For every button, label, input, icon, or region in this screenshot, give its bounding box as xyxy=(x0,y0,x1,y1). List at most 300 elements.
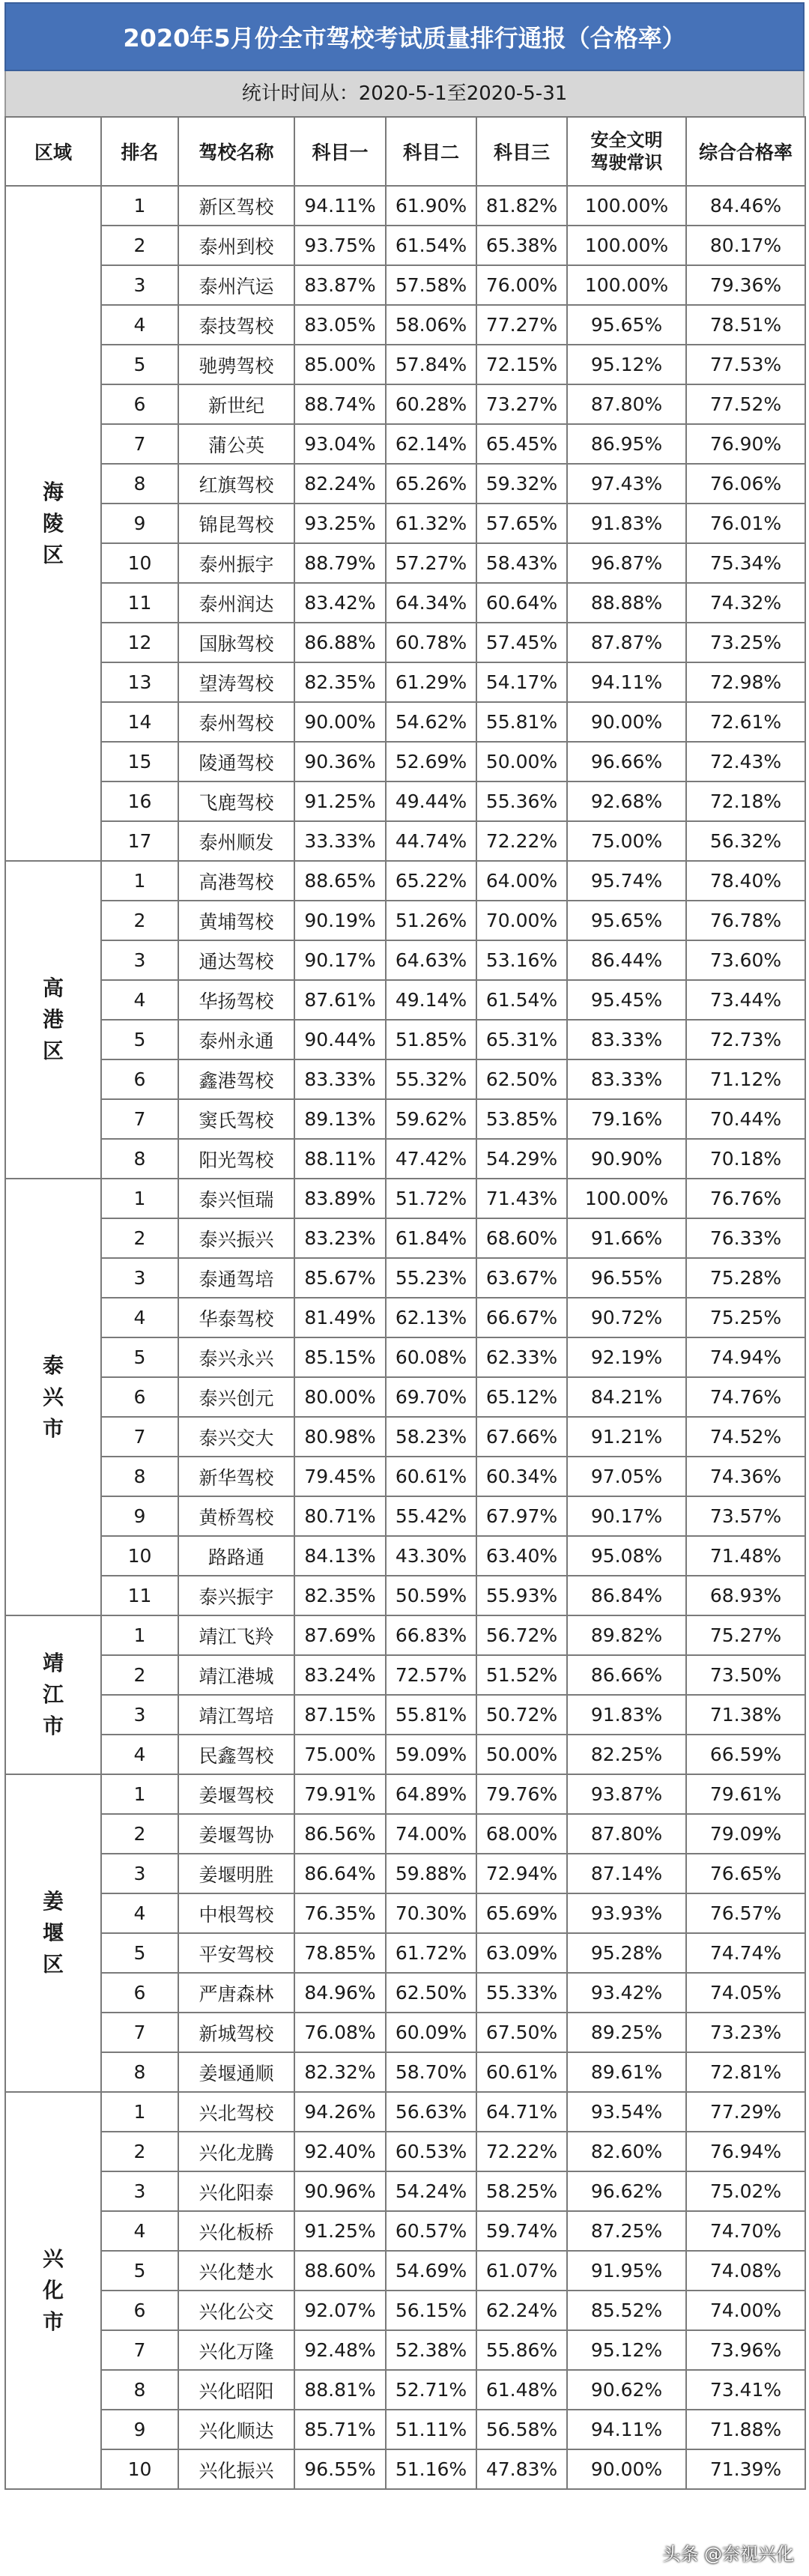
subject-one-cell: 78.85% xyxy=(294,1933,386,1973)
school-name-cell: 路路通 xyxy=(178,1536,294,1576)
safety-knowledge-cell: 95.28% xyxy=(567,1933,686,1973)
overall-rate-cell: 76.76% xyxy=(686,1179,805,1218)
school-name-cell: 兴化万隆 xyxy=(178,2330,294,2370)
subject-two-cell: 54.69% xyxy=(386,2251,476,2291)
table-row xyxy=(5,2211,805,2251)
subject-three-cell: 55.33% xyxy=(476,1973,567,2013)
safety-knowledge-cell: 90.17% xyxy=(567,1496,686,1536)
table-row xyxy=(5,1099,805,1139)
school-name-cell: 泰兴振兴 xyxy=(178,1218,294,1258)
table-row xyxy=(5,2291,805,2330)
rank-cell: 8 xyxy=(101,1139,178,1179)
rank-cell: 4 xyxy=(101,305,178,345)
safety-knowledge-cell: 95.45% xyxy=(567,980,686,1020)
overall-rate-cell: 73.96% xyxy=(686,2330,805,2370)
safety-knowledge-cell: 91.66% xyxy=(567,1218,686,1258)
subject-three-cell: 73.27% xyxy=(476,384,567,424)
subject-one-cell: 88.11% xyxy=(294,1139,386,1179)
overall-rate-cell: 79.61% xyxy=(686,1774,805,1814)
subject-one-cell: 94.11% xyxy=(294,186,386,226)
overall-rate-cell: 73.44% xyxy=(686,980,805,1020)
subject-one-cell: 86.88% xyxy=(294,623,386,662)
school-name-cell: 泰兴交大 xyxy=(178,1417,294,1457)
safety-knowledge-cell: 75.00% xyxy=(567,821,686,861)
subject-one-cell: 80.71% xyxy=(294,1496,386,1536)
overall-rate-cell: 79.09% xyxy=(686,1814,805,1854)
subject-two-cell: 65.22% xyxy=(386,861,476,901)
subject-three-cell: 59.32% xyxy=(476,464,567,504)
subject-one-cell: 90.17% xyxy=(294,940,386,980)
safety-knowledge-cell: 83.33% xyxy=(567,1020,686,1059)
rank-cell: 8 xyxy=(101,2052,178,2092)
subject-two-cell: 60.57% xyxy=(386,2211,476,2251)
subject-two-cell: 60.28% xyxy=(386,384,476,424)
subject-one-cell: 80.98% xyxy=(294,1417,386,1457)
rank-cell: 6 xyxy=(101,384,178,424)
overall-rate-cell: 78.51% xyxy=(686,305,805,345)
subject-two-cell: 61.54% xyxy=(386,226,476,265)
subject-one-cell: 92.07% xyxy=(294,2291,386,2330)
rank-cell: 1 xyxy=(101,1774,178,1814)
safety-knowledge-cell: 89.61% xyxy=(567,2052,686,2092)
subject-three-cell: 55.86% xyxy=(476,2330,567,2370)
subject-three-cell: 53.16% xyxy=(476,940,567,980)
safety-knowledge-cell: 93.42% xyxy=(567,1973,686,2013)
subject-one-cell: 83.89% xyxy=(294,1179,386,1218)
subject-two-cell: 55.81% xyxy=(386,1695,476,1735)
subject-three-cell: 61.48% xyxy=(476,2370,567,2410)
rank-cell: 3 xyxy=(101,265,178,305)
school-name-cell: 兴化振兴 xyxy=(178,2449,294,2489)
safety-knowledge-cell: 95.12% xyxy=(567,2330,686,2370)
overall-rate-cell: 73.23% xyxy=(686,2013,805,2052)
subject-two-cell: 51.85% xyxy=(386,1020,476,1059)
subject-three-cell: 50.72% xyxy=(476,1695,567,1735)
rank-cell: 4 xyxy=(101,1893,178,1933)
overall-rate-cell: 76.57% xyxy=(686,1893,805,1933)
table-row xyxy=(5,1457,805,1496)
school-name-cell: 泰技驾校 xyxy=(178,305,294,345)
overall-rate-cell: 72.73% xyxy=(686,1020,805,1059)
school-name-cell: 泰州润达 xyxy=(178,583,294,623)
school-name-cell: 黄埔驾校 xyxy=(178,901,294,940)
region-cell: 靖 江 市 xyxy=(5,1615,101,1774)
subject-one-cell: 90.19% xyxy=(294,901,386,940)
rank-cell: 5 xyxy=(101,345,178,384)
table-row xyxy=(5,2330,805,2370)
subject-three-cell: 72.22% xyxy=(476,821,567,861)
table-row xyxy=(5,2410,805,2449)
safety-knowledge-cell: 95.74% xyxy=(567,861,686,901)
table-row xyxy=(5,1814,805,1854)
subject-three-cell: 55.81% xyxy=(476,702,567,742)
subject-three-cell: 67.97% xyxy=(476,1496,567,1536)
table-row xyxy=(5,504,805,543)
subject-two-cell: 64.89% xyxy=(386,1774,476,1814)
table-row xyxy=(5,702,805,742)
subject-two-cell: 69.70% xyxy=(386,1377,476,1417)
subject-one-cell: 85.67% xyxy=(294,1258,386,1298)
table-row xyxy=(5,464,805,504)
overall-rate-cell: 74.32% xyxy=(686,583,805,623)
subject-one-cell: 87.61% xyxy=(294,980,386,1020)
subject-three-cell: 50.00% xyxy=(476,742,567,781)
subject-three-cell: 71.43% xyxy=(476,1179,567,1218)
table-row xyxy=(5,1218,805,1258)
subject-one-cell: 93.04% xyxy=(294,424,386,464)
subject-three-cell: 60.64% xyxy=(476,583,567,623)
subject-two-cell: 66.83% xyxy=(386,1615,476,1655)
subject-two-cell: 52.38% xyxy=(386,2330,476,2370)
subject-one-cell: 83.24% xyxy=(294,1655,386,1695)
safety-knowledge-cell: 89.25% xyxy=(567,2013,686,2052)
overall-rate-cell: 74.00% xyxy=(686,2291,805,2330)
subject-one-cell: 81.49% xyxy=(294,1298,386,1337)
rank-cell: 10 xyxy=(101,1536,178,1576)
safety-knowledge-cell: 86.44% xyxy=(567,940,686,980)
table-row xyxy=(5,901,805,940)
overall-rate-cell: 74.05% xyxy=(686,1973,805,2013)
overall-rate-cell: 71.48% xyxy=(686,1536,805,1576)
table-row xyxy=(5,2171,805,2211)
safety-knowledge-cell: 87.14% xyxy=(567,1854,686,1893)
subject-three-cell: 60.61% xyxy=(476,2052,567,2092)
table-row xyxy=(5,861,805,901)
rank-cell: 3 xyxy=(101,940,178,980)
school-name-cell: 锦昆驾校 xyxy=(178,504,294,543)
rank-cell: 5 xyxy=(101,1337,178,1377)
subject-two-cell: 60.61% xyxy=(386,1457,476,1496)
safety-knowledge-cell: 79.16% xyxy=(567,1099,686,1139)
subject-two-cell: 61.32% xyxy=(386,504,476,543)
header-overall-rate: 综合合格率 xyxy=(686,117,805,186)
table-row xyxy=(5,384,805,424)
overall-rate-cell: 73.50% xyxy=(686,1655,805,1695)
rank-cell: 10 xyxy=(101,543,178,583)
subject-one-cell: 90.36% xyxy=(294,742,386,781)
subject-two-cell: 62.13% xyxy=(386,1298,476,1337)
school-name-cell: 红旗驾校 xyxy=(178,464,294,504)
school-name-cell: 陵通驾校 xyxy=(178,742,294,781)
subject-one-cell: 79.91% xyxy=(294,1774,386,1814)
table-row xyxy=(5,662,805,702)
table-row xyxy=(5,1020,805,1059)
subject-one-cell: 75.00% xyxy=(294,1735,386,1774)
subject-three-cell: 65.38% xyxy=(476,226,567,265)
subject-two-cell: 62.50% xyxy=(386,1973,476,2013)
overall-rate-cell: 73.60% xyxy=(686,940,805,980)
subject-three-cell: 58.25% xyxy=(476,2171,567,2211)
table-row xyxy=(5,1298,805,1337)
table-row xyxy=(5,1774,805,1814)
table-row xyxy=(5,424,805,464)
subject-three-cell: 64.71% xyxy=(476,2092,567,2132)
table-row xyxy=(5,265,805,305)
table-row xyxy=(5,781,805,821)
school-name-cell: 中根驾校 xyxy=(178,1893,294,1933)
subject-three-cell: 65.31% xyxy=(476,1020,567,1059)
report-title: 2020年5月份全市驾校考试质量排行通报（合格率） xyxy=(4,2,805,71)
rank-cell: 8 xyxy=(101,464,178,504)
safety-knowledge-cell: 89.82% xyxy=(567,1615,686,1655)
region-cell: 兴 化 市 xyxy=(5,2092,101,2489)
table-row xyxy=(5,1854,805,1893)
subject-two-cell: 52.69% xyxy=(386,742,476,781)
subject-one-cell: 96.55% xyxy=(294,2449,386,2489)
rank-cell: 2 xyxy=(101,1218,178,1258)
subject-three-cell: 62.33% xyxy=(476,1337,567,1377)
rank-cell: 3 xyxy=(101,1854,178,1893)
subject-one-cell: 83.23% xyxy=(294,1218,386,1258)
overall-rate-cell: 70.18% xyxy=(686,1139,805,1179)
safety-knowledge-cell: 87.80% xyxy=(567,1814,686,1854)
school-name-cell: 窦氏驾校 xyxy=(178,1099,294,1139)
safety-knowledge-cell: 97.05% xyxy=(567,1457,686,1496)
safety-knowledge-cell: 90.00% xyxy=(567,2449,686,2489)
school-name-cell: 泰州汽运 xyxy=(178,265,294,305)
table-row xyxy=(5,1377,805,1417)
subject-three-cell: 72.94% xyxy=(476,1854,567,1893)
rank-cell: 1 xyxy=(101,1615,178,1655)
table-body xyxy=(5,186,805,2489)
school-name-cell: 望涛驾校 xyxy=(178,662,294,702)
rank-cell: 12 xyxy=(101,623,178,662)
subject-two-cell: 51.16% xyxy=(386,2449,476,2489)
rank-cell: 9 xyxy=(101,504,178,543)
safety-knowledge-cell: 90.62% xyxy=(567,2370,686,2410)
safety-knowledge-cell: 95.08% xyxy=(567,1536,686,1576)
subject-two-cell: 51.11% xyxy=(386,2410,476,2449)
subject-three-cell: 63.67% xyxy=(476,1258,567,1298)
rank-cell: 4 xyxy=(101,1735,178,1774)
subject-two-cell: 49.44% xyxy=(386,781,476,821)
school-name-cell: 姜堰驾协 xyxy=(178,1814,294,1854)
rank-cell: 11 xyxy=(101,583,178,623)
subject-three-cell: 61.07% xyxy=(476,2251,567,2291)
subject-three-cell: 72.22% xyxy=(476,2132,567,2171)
safety-knowledge-cell: 90.00% xyxy=(567,702,686,742)
subject-three-cell: 77.27% xyxy=(476,305,567,345)
school-name-cell: 泰州驾校 xyxy=(178,702,294,742)
subject-one-cell: 83.87% xyxy=(294,265,386,305)
rank-cell: 6 xyxy=(101,1059,178,1099)
subject-two-cell: 61.29% xyxy=(386,662,476,702)
school-name-cell: 阳光驾校 xyxy=(178,1139,294,1179)
overall-rate-cell: 66.59% xyxy=(686,1735,805,1774)
subject-one-cell: 79.45% xyxy=(294,1457,386,1496)
rank-cell: 2 xyxy=(101,1655,178,1695)
overall-rate-cell: 75.25% xyxy=(686,1298,805,1337)
table-row xyxy=(5,1417,805,1457)
subject-two-cell: 62.14% xyxy=(386,424,476,464)
subject-two-cell: 43.30% xyxy=(386,1536,476,1576)
subject-two-cell: 58.23% xyxy=(386,1417,476,1457)
subject-three-cell: 81.82% xyxy=(476,186,567,226)
subject-three-cell: 62.24% xyxy=(476,2291,567,2330)
subject-two-cell: 55.32% xyxy=(386,1059,476,1099)
overall-rate-cell: 71.39% xyxy=(686,2449,805,2489)
safety-knowledge-cell: 87.80% xyxy=(567,384,686,424)
safety-knowledge-cell: 96.87% xyxy=(567,543,686,583)
subject-two-cell: 72.57% xyxy=(386,1655,476,1695)
subject-one-cell: 94.26% xyxy=(294,2092,386,2132)
subject-one-cell: 87.69% xyxy=(294,1615,386,1655)
table-row xyxy=(5,1973,805,2013)
subject-three-cell: 72.15% xyxy=(476,345,567,384)
subject-two-cell: 56.15% xyxy=(386,2291,476,2330)
subject-two-cell: 56.63% xyxy=(386,2092,476,2132)
overall-rate-cell: 80.17% xyxy=(686,226,805,265)
safety-knowledge-cell: 83.33% xyxy=(567,1059,686,1099)
overall-rate-cell: 56.32% xyxy=(686,821,805,861)
school-name-cell: 通达驾校 xyxy=(178,940,294,980)
table-row xyxy=(5,1059,805,1099)
rank-cell: 9 xyxy=(101,2410,178,2449)
subject-one-cell: 88.81% xyxy=(294,2370,386,2410)
school-name-cell: 靖江港城 xyxy=(178,1655,294,1695)
table-row xyxy=(5,2052,805,2092)
school-name-cell: 泰州到校 xyxy=(178,226,294,265)
school-name-cell: 泰兴恒瑞 xyxy=(178,1179,294,1218)
overall-rate-cell: 72.81% xyxy=(686,2052,805,2092)
overall-rate-cell: 70.44% xyxy=(686,1099,805,1139)
subject-three-cell: 55.36% xyxy=(476,781,567,821)
region-cell: 海 陵 区 xyxy=(5,186,101,861)
subject-two-cell: 52.71% xyxy=(386,2370,476,2410)
table-row xyxy=(5,1655,805,1695)
overall-rate-cell: 77.52% xyxy=(686,384,805,424)
overall-rate-cell: 71.12% xyxy=(686,1059,805,1099)
table-row xyxy=(5,2449,805,2489)
table-row xyxy=(5,940,805,980)
school-name-cell: 兴化昭阳 xyxy=(178,2370,294,2410)
table-row xyxy=(5,186,805,226)
rank-cell: 1 xyxy=(101,861,178,901)
school-name-cell: 蒲公英 xyxy=(178,424,294,464)
subject-three-cell: 70.00% xyxy=(476,901,567,940)
safety-knowledge-cell: 95.65% xyxy=(567,305,686,345)
rank-cell: 4 xyxy=(101,2211,178,2251)
overall-rate-cell: 68.93% xyxy=(686,1576,805,1615)
school-name-cell: 泰兴创元 xyxy=(178,1377,294,1417)
subject-one-cell: 86.64% xyxy=(294,1854,386,1893)
header-row xyxy=(5,117,805,186)
safety-knowledge-cell: 97.43% xyxy=(567,464,686,504)
school-name-cell: 姜堰明胜 xyxy=(178,1854,294,1893)
subject-one-cell: 89.13% xyxy=(294,1099,386,1139)
table-row xyxy=(5,742,805,781)
subject-one-cell: 80.00% xyxy=(294,1377,386,1417)
table-row xyxy=(5,1139,805,1179)
school-name-cell: 兴北驾校 xyxy=(178,2092,294,2132)
rank-cell: 11 xyxy=(101,1576,178,1615)
table-row xyxy=(5,1179,805,1218)
subject-three-cell: 50.00% xyxy=(476,1735,567,1774)
subject-two-cell: 59.88% xyxy=(386,1854,476,1893)
rank-cell: 1 xyxy=(101,2092,178,2132)
overall-rate-cell: 74.94% xyxy=(686,1337,805,1377)
header-subject-three: 科目三 xyxy=(476,117,567,186)
header-subject-two: 科目二 xyxy=(386,117,476,186)
overall-rate-cell: 76.06% xyxy=(686,464,805,504)
subject-two-cell: 50.59% xyxy=(386,1576,476,1615)
school-name-cell: 华泰驾校 xyxy=(178,1298,294,1337)
overall-rate-cell: 78.40% xyxy=(686,861,805,901)
school-name-cell: 新华驾校 xyxy=(178,1457,294,1496)
school-name-cell: 平安驾校 xyxy=(178,1933,294,1973)
overall-rate-cell: 72.43% xyxy=(686,742,805,781)
subject-three-cell: 54.17% xyxy=(476,662,567,702)
rank-cell: 8 xyxy=(101,2370,178,2410)
subject-two-cell: 65.26% xyxy=(386,464,476,504)
subject-three-cell: 57.45% xyxy=(476,623,567,662)
subject-one-cell: 83.42% xyxy=(294,583,386,623)
school-name-cell: 泰州顺发 xyxy=(178,821,294,861)
overall-rate-cell: 73.41% xyxy=(686,2370,805,2410)
rank-cell: 8 xyxy=(101,1457,178,1496)
safety-knowledge-cell: 87.25% xyxy=(567,2211,686,2251)
subject-three-cell: 55.93% xyxy=(476,1576,567,1615)
school-name-cell: 国脉驾校 xyxy=(178,623,294,662)
safety-knowledge-cell: 100.00% xyxy=(567,186,686,226)
subject-two-cell: 51.72% xyxy=(386,1179,476,1218)
safety-knowledge-cell: 96.55% xyxy=(567,1258,686,1298)
rank-cell: 2 xyxy=(101,226,178,265)
school-name-cell: 靖江驾培 xyxy=(178,1695,294,1735)
overall-rate-cell: 76.01% xyxy=(686,504,805,543)
table-row xyxy=(5,226,805,265)
table-row xyxy=(5,1735,805,1774)
subject-one-cell: 90.00% xyxy=(294,702,386,742)
subject-two-cell: 70.30% xyxy=(386,1893,476,1933)
safety-knowledge-cell: 87.87% xyxy=(567,623,686,662)
safety-knowledge-cell: 91.95% xyxy=(567,2251,686,2291)
table-row xyxy=(5,1615,805,1655)
subject-one-cell: 86.56% xyxy=(294,1814,386,1854)
safety-knowledge-cell: 86.84% xyxy=(567,1576,686,1615)
overall-rate-cell: 84.46% xyxy=(686,186,805,226)
subject-one-cell: 84.13% xyxy=(294,1536,386,1576)
overall-rate-cell: 76.78% xyxy=(686,901,805,940)
region-cell: 泰 兴 市 xyxy=(5,1179,101,1615)
subject-two-cell: 61.84% xyxy=(386,1218,476,1258)
subject-one-cell: 93.75% xyxy=(294,226,386,265)
rank-cell: 7 xyxy=(101,2013,178,2052)
subject-three-cell: 63.09% xyxy=(476,1933,567,1973)
rank-cell: 17 xyxy=(101,821,178,861)
safety-knowledge-cell: 91.21% xyxy=(567,1417,686,1457)
table-row xyxy=(5,1496,805,1536)
table-row xyxy=(5,1258,805,1298)
overall-rate-cell: 72.61% xyxy=(686,702,805,742)
subject-three-cell: 64.00% xyxy=(476,861,567,901)
ranking-table xyxy=(4,116,806,2490)
overall-rate-cell: 75.02% xyxy=(686,2171,805,2211)
subject-two-cell: 60.09% xyxy=(386,2013,476,2052)
school-name-cell: 新城驾校 xyxy=(178,2013,294,2052)
subject-two-cell: 59.09% xyxy=(386,1735,476,1774)
subject-one-cell: 82.35% xyxy=(294,1576,386,1615)
rank-cell: 9 xyxy=(101,1496,178,1536)
rank-cell: 3 xyxy=(101,1695,178,1735)
header-rank: 排名 xyxy=(101,117,178,186)
overall-rate-cell: 75.34% xyxy=(686,543,805,583)
subject-three-cell: 67.50% xyxy=(476,2013,567,2052)
table-row xyxy=(5,345,805,384)
table-row xyxy=(5,2370,805,2410)
subject-one-cell: 87.15% xyxy=(294,1695,386,1735)
table-row xyxy=(5,2013,805,2052)
